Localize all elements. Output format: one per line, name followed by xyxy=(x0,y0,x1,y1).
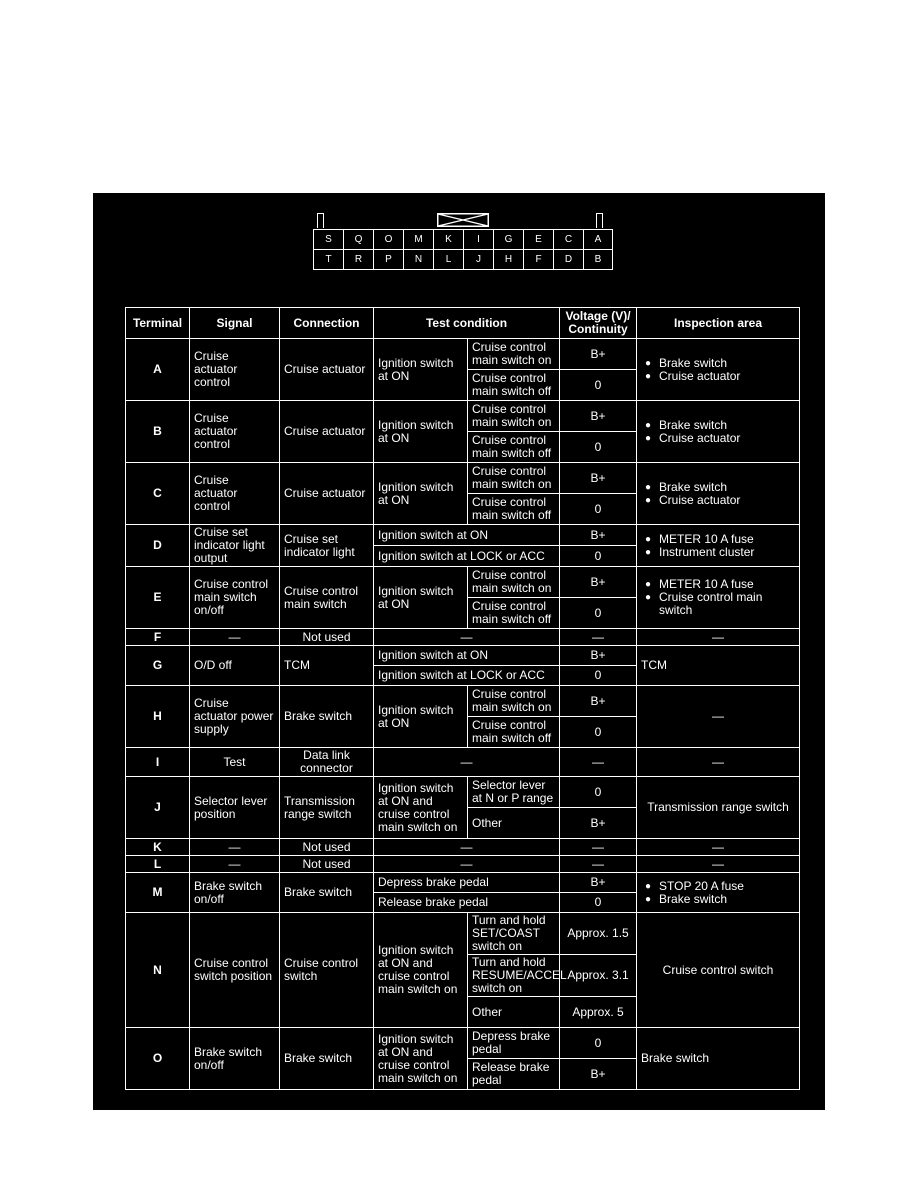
connection-cell: Brake switch xyxy=(280,686,374,748)
right-latch xyxy=(596,213,603,228)
table-row xyxy=(126,913,800,955)
terminal-cell: G xyxy=(126,646,190,686)
test-condition-cell: Ignition switch at ON and cruise control main switch on xyxy=(374,1028,468,1090)
voltage-cell: B+ xyxy=(560,463,637,494)
inspection-list xyxy=(641,578,795,617)
connection-cell: Cruise actuator xyxy=(280,463,374,525)
terminal-cell: O xyxy=(126,1028,190,1090)
signal-cell: Selector lever position xyxy=(190,777,280,839)
sub-condition-cell: Cruise control main switch on xyxy=(468,567,560,598)
terminal-cell: M xyxy=(126,873,190,913)
connection-cell: Cruise actuator xyxy=(280,339,374,401)
terminal-cell: J xyxy=(126,777,190,839)
inspection-cell: — xyxy=(637,686,800,748)
sub-condition-cell: Cruise control main switch on xyxy=(468,463,560,494)
signal-cell: Brake switch on/off xyxy=(190,1028,280,1090)
test-condition-cell: — xyxy=(374,748,560,777)
inspection-item: ● Cruise control main switch xyxy=(641,591,795,617)
inspection-item: ● Brake switch xyxy=(641,893,795,906)
inspection-item: ● METER 10 A fuse xyxy=(641,578,795,591)
terminal-cell: K xyxy=(126,839,190,856)
inspection-cell: Brake switch xyxy=(637,1028,800,1090)
table-body xyxy=(126,339,800,1090)
inspection-item: ● Cruise actuator xyxy=(641,370,795,383)
header-connection: Connection xyxy=(280,308,374,339)
signal-cell: — xyxy=(190,839,280,856)
test-condition-cell: Ignition switch at ON xyxy=(374,646,560,666)
sub-condition-cell: Cruise control main switch on xyxy=(468,339,560,370)
diagram-panel xyxy=(93,193,825,1110)
pin: H xyxy=(493,250,523,269)
voltage-cell: 0 xyxy=(560,598,637,629)
inspection-item: ● Cruise actuator xyxy=(641,494,795,507)
sub-condition-cell: Turn and hold SET/COAST switch on xyxy=(468,913,560,955)
pin: K xyxy=(433,230,463,249)
sub-condition-cell: Cruise control main switch off xyxy=(468,494,560,525)
inspection-cell: TCM xyxy=(637,646,800,686)
connection-cell: TCM xyxy=(280,646,374,686)
test-condition-cell: — xyxy=(374,856,560,873)
sub-condition-cell: Cruise control main switch off xyxy=(468,432,560,463)
terminal-cell: C xyxy=(126,463,190,525)
signal-cell: — xyxy=(190,856,280,873)
test-condition-cell: Ignition switch at ON xyxy=(374,567,468,629)
pin: G xyxy=(493,230,523,249)
voltage-cell: 0 xyxy=(560,370,637,401)
pin: C xyxy=(553,230,583,249)
test-condition-cell: Ignition switch at ON xyxy=(374,401,468,463)
terminal-cell: E xyxy=(126,567,190,629)
inspection-cell: — xyxy=(637,839,800,856)
inspection-cell xyxy=(637,401,800,463)
sub-condition-cell: Other xyxy=(468,997,560,1028)
voltage-cell: — xyxy=(560,629,637,646)
inspection-list xyxy=(641,533,795,559)
terminal-cell: L xyxy=(126,856,190,873)
header-inspection: Inspection area xyxy=(637,308,800,339)
signal-cell: Cruise actuator control xyxy=(190,401,280,463)
voltage-cell: 0 xyxy=(560,666,637,686)
voltage-cell: B+ xyxy=(560,646,637,666)
inspection-item: ● Brake switch xyxy=(641,357,795,370)
inspection-list xyxy=(641,357,795,383)
test-condition-cell: Ignition switch at ON and cruise control main switch on xyxy=(374,777,468,839)
signal-cell: — xyxy=(190,629,280,646)
voltage-cell: B+ xyxy=(560,567,637,598)
table-row xyxy=(126,629,800,646)
voltage-cell: B+ xyxy=(560,808,637,839)
signal-cell: Cruise actuator control xyxy=(190,463,280,525)
sub-condition-cell: Cruise control main switch off xyxy=(468,598,560,629)
pin: E xyxy=(523,230,553,249)
connection-cell: Data link connector xyxy=(280,748,374,777)
test-condition-cell: Ignition switch at ON xyxy=(374,686,468,748)
inspection-cell: — xyxy=(637,748,800,777)
inspection-item: ● Brake switch xyxy=(641,419,795,432)
sub-condition-cell: Cruise control main switch on xyxy=(468,686,560,717)
inspection-list xyxy=(641,880,795,906)
inspection-cell xyxy=(637,525,800,567)
pin: J xyxy=(463,250,493,269)
inspection-item: ● METER 10 A fuse xyxy=(641,533,795,546)
terminal-table xyxy=(125,307,800,1090)
table-row xyxy=(126,777,800,808)
pin: I xyxy=(463,230,493,249)
inspection-cell xyxy=(637,339,800,401)
signal-cell: Cruise control main switch on/off xyxy=(190,567,280,629)
terminal-cell: H xyxy=(126,686,190,748)
inspection-cell: Transmission range switch xyxy=(637,777,800,839)
signal-cell: Cruise actuator power supply xyxy=(190,686,280,748)
connection-cell: Not used xyxy=(280,839,374,856)
sub-condition-cell: Cruise control main switch off xyxy=(468,717,560,748)
inspection-list xyxy=(641,419,795,445)
voltage-cell: B+ xyxy=(560,1059,637,1090)
terminal-cell: B xyxy=(126,401,190,463)
signal-cell: O/D off xyxy=(190,646,280,686)
connection-cell: Brake switch xyxy=(280,873,374,913)
inspection-cell: — xyxy=(637,629,800,646)
sub-condition-cell: Turn and hold RESUME/ACCEL switch on xyxy=(468,955,560,997)
test-condition-cell: Ignition switch at ON xyxy=(374,525,560,546)
test-condition-cell: Ignition switch at LOCK or ACC xyxy=(374,546,560,567)
table-row xyxy=(126,1028,800,1059)
voltage-cell: — xyxy=(560,839,637,856)
pin: O xyxy=(373,230,403,249)
voltage-cell: Approx. 5 xyxy=(560,997,637,1028)
pin: R xyxy=(343,250,373,269)
connection-cell: Brake switch xyxy=(280,1028,374,1090)
inspection-item: ● Brake switch xyxy=(641,481,795,494)
connector-lock-key xyxy=(437,213,489,227)
test-condition-cell: Ignition switch at ON and cruise control main switch on xyxy=(374,913,468,1028)
connection-cell: Transmission range switch xyxy=(280,777,374,839)
test-condition-cell: — xyxy=(374,839,560,856)
header-terminal: Terminal xyxy=(126,308,190,339)
pin: D xyxy=(553,250,583,269)
sub-condition-cell: Other xyxy=(468,808,560,839)
table-row xyxy=(126,873,800,893)
connection-cell: Not used xyxy=(280,856,374,873)
connection-cell: Cruise control switch xyxy=(280,913,374,1028)
pin: S xyxy=(313,230,343,249)
inspection-cell xyxy=(637,463,800,525)
sub-condition-cell: Cruise control main switch on xyxy=(468,401,560,432)
inspection-item: ● Cruise actuator xyxy=(641,432,795,445)
connector-top-row xyxy=(313,230,613,249)
inspection-cell: — xyxy=(637,856,800,873)
terminal-cell: I xyxy=(126,748,190,777)
inspection-item: ● STOP 20 A fuse xyxy=(641,880,795,893)
inspection-item: ● Instrument cluster xyxy=(641,546,795,559)
terminal-cell: D xyxy=(126,525,190,567)
pin: A xyxy=(583,230,613,249)
sub-condition-cell: Release brake pedal xyxy=(468,1059,560,1090)
connection-cell: Cruise control main switch xyxy=(280,567,374,629)
voltage-cell: B+ xyxy=(560,686,637,717)
signal-cell: Test xyxy=(190,748,280,777)
pin: N xyxy=(403,250,433,269)
connection-cell: Cruise actuator xyxy=(280,401,374,463)
connector-diagram xyxy=(313,213,613,269)
terminal-cell: F xyxy=(126,629,190,646)
voltage-cell: — xyxy=(560,856,637,873)
voltage-cell: 0 xyxy=(560,893,637,913)
table-row xyxy=(126,567,800,598)
header-signal: Signal xyxy=(190,308,280,339)
pin: T xyxy=(313,250,343,269)
test-condition-cell: Release brake pedal xyxy=(374,893,560,913)
pin: B xyxy=(583,250,613,269)
left-latch xyxy=(317,213,324,228)
table-row xyxy=(126,401,800,432)
pin: L xyxy=(433,250,463,269)
signal-cell: Cruise control switch position xyxy=(190,913,280,1028)
table-row xyxy=(126,463,800,494)
pin: Q xyxy=(343,230,373,249)
voltage-cell: 0 xyxy=(560,717,637,748)
table-row xyxy=(126,748,800,777)
test-condition-cell: Ignition switch at ON xyxy=(374,339,468,401)
table-row xyxy=(126,646,800,666)
voltage-cell: — xyxy=(560,748,637,777)
terminal-cell: N xyxy=(126,913,190,1028)
connection-cell: Cruise set indicator light xyxy=(280,525,374,567)
test-condition-cell: Ignition switch at LOCK or ACC xyxy=(374,666,560,686)
sub-condition-cell: Cruise control main switch off xyxy=(468,370,560,401)
sub-condition-cell: Depress brake pedal xyxy=(468,1028,560,1059)
sub-condition-cell: Selector lever at N or P range xyxy=(468,777,560,808)
voltage-cell: 0 xyxy=(560,546,637,567)
header-voltage: Voltage (V)/ Continuity xyxy=(560,308,637,339)
pin: P xyxy=(373,250,403,269)
table-header-row xyxy=(126,308,800,339)
voltage-cell: Approx. 1.5 xyxy=(560,913,637,955)
pin: F xyxy=(523,250,553,269)
voltage-cell: Approx. 3.1 xyxy=(560,955,637,997)
table-row xyxy=(126,339,800,370)
table-row xyxy=(126,856,800,873)
table-row xyxy=(126,525,800,546)
voltage-cell: 0 xyxy=(560,777,637,808)
table-row xyxy=(126,686,800,717)
connection-cell: Not used xyxy=(280,629,374,646)
signal-cell: Cruise actuator control xyxy=(190,339,280,401)
test-condition-cell: Depress brake pedal xyxy=(374,873,560,893)
header-test-condition: Test condition xyxy=(374,308,560,339)
test-condition-cell: Ignition switch at ON xyxy=(374,463,468,525)
test-condition-cell: — xyxy=(374,629,560,646)
pin: M xyxy=(403,230,433,249)
voltage-cell: 0 xyxy=(560,1028,637,1059)
voltage-cell: 0 xyxy=(560,494,637,525)
voltage-cell: 0 xyxy=(560,432,637,463)
connector-bottom-row xyxy=(313,250,613,269)
signal-cell: Brake switch on/off xyxy=(190,873,280,913)
inspection-cell xyxy=(637,567,800,629)
inspection-cell: Cruise control switch xyxy=(637,913,800,1028)
inspection-list xyxy=(641,481,795,507)
signal-cell: Cruise set indicator light output xyxy=(190,525,280,567)
inspection-cell xyxy=(637,873,800,913)
terminal-cell: A xyxy=(126,339,190,401)
table-row xyxy=(126,839,800,856)
voltage-cell: B+ xyxy=(560,339,637,370)
voltage-cell: B+ xyxy=(560,525,637,546)
voltage-cell: B+ xyxy=(560,401,637,432)
voltage-cell: B+ xyxy=(560,873,637,893)
